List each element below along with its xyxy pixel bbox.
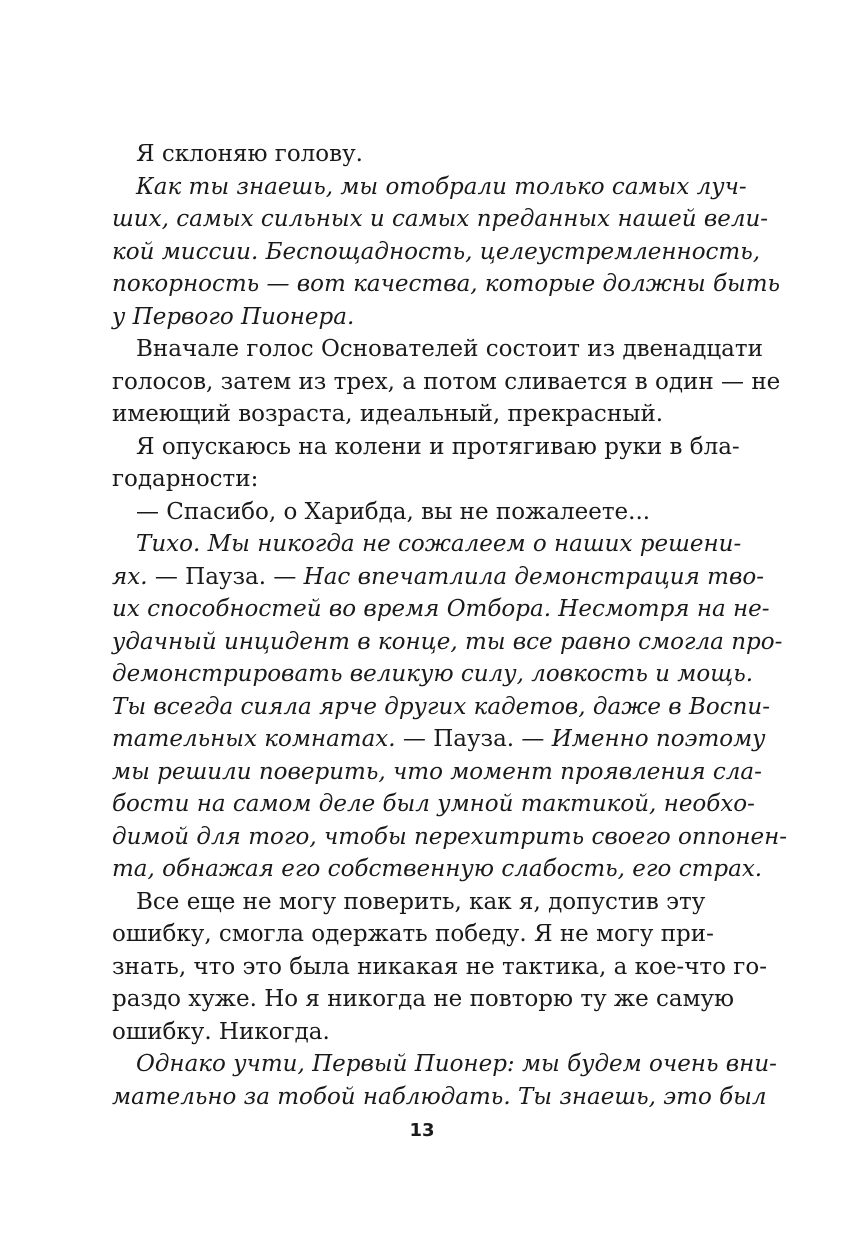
italic-segment: тательных комнатах. xyxy=(112,726,396,752)
text-line xyxy=(112,236,761,269)
text-line xyxy=(112,951,767,984)
italic-segment: димой для того, чтобы перехитрить своего оппонен- xyxy=(112,823,788,850)
italic-segment: Однако учти, Первый Пионер: мы будем очень вни- xyxy=(136,1051,777,1077)
text-line xyxy=(112,1016,692,1049)
text-segment: Я опускаюсь на колени и протягиваю руки в бла- xyxy=(136,433,740,460)
text-line xyxy=(112,463,692,496)
text-segment: раздо хуже. Но я никогда не повторю ту же самую xyxy=(112,986,735,1012)
italic-segment: Нас впечатлила демонстрация тво- xyxy=(303,563,764,590)
italic-segment: удачный инцидент в конце, ты все равно смогла про- xyxy=(112,628,783,655)
italic-segment: мательно за тобой наблюдать. Ты знаешь, это был xyxy=(112,1083,767,1110)
paragraph xyxy=(112,333,781,431)
italic-segment: мы решили поверить, что момент проявления сла- xyxy=(112,758,762,785)
text-line xyxy=(112,756,762,789)
text-line xyxy=(112,723,766,756)
text-segment: Все еще не могу поверить, как я, допустив эту xyxy=(136,888,706,915)
paragraph xyxy=(112,171,781,334)
paragraph xyxy=(112,138,692,171)
text-line xyxy=(112,398,692,431)
text-line xyxy=(112,1081,767,1114)
text-segment: — Спасибо, о Харибда, вы не пожалеете... xyxy=(136,498,651,525)
text-line xyxy=(112,886,706,919)
text-line xyxy=(112,658,754,691)
text-line xyxy=(112,918,714,951)
text-line xyxy=(112,138,692,171)
italic-segment: их способностей во время Отбора. Несмотря на не- xyxy=(112,596,770,622)
italic-segment: покорность — вот качества, которые должны быть xyxy=(112,271,781,297)
italic-segment: Тихо. Мы никогда не сожалеем о наших решени- xyxy=(136,531,742,557)
paragraph xyxy=(112,496,692,529)
text-line xyxy=(112,301,692,334)
page-number: 13 xyxy=(409,1120,435,1141)
text-segment: знать, что это была никакая не тактика, а кое-что го- xyxy=(112,953,767,980)
text-line xyxy=(112,203,769,236)
text-segment: годарности: xyxy=(112,466,259,492)
text-line xyxy=(112,528,742,561)
text-line xyxy=(112,268,781,301)
italic-segment: Именно поэтому xyxy=(551,726,766,752)
text-line xyxy=(112,626,783,659)
italic-segment: Как ты знаешь, мы отобрали только самых луч- xyxy=(136,173,747,200)
italic-segment: у Первого Пионера. xyxy=(112,303,355,330)
paragraph xyxy=(112,528,788,886)
text-line xyxy=(112,853,763,886)
paragraph xyxy=(112,1048,777,1113)
body-text xyxy=(112,138,788,1113)
italic-segment: та, обнажая его собственную слабость, его страх. xyxy=(112,856,763,882)
text-line xyxy=(112,171,747,204)
text-line xyxy=(112,1048,777,1081)
text-line xyxy=(112,431,740,464)
text-line xyxy=(112,366,781,399)
text-segment: Вначале голос Основателей состоит из двенадцати xyxy=(136,336,763,362)
paragraph xyxy=(112,431,740,496)
italic-segment: бости на самом деле был умной тактикой, необхо- xyxy=(112,791,755,817)
text-line xyxy=(112,561,764,594)
text-segment: ошибку, смогла одержать победу. Я не могу при- xyxy=(112,921,714,947)
text-line xyxy=(112,821,788,854)
text-segment: — Пауза. — xyxy=(147,563,304,590)
italic-segment: кой миссии. Беспощадность, целеустремленность, xyxy=(112,238,761,265)
text-segment: голосов, затем из трех, а потом сливается в один — не xyxy=(112,368,781,395)
italic-segment: ших, самых сильных и самых преданных нашей вели- xyxy=(112,206,769,232)
italic-segment: демонстрировать великую силу, ловкость и мощь. xyxy=(112,661,754,687)
text-segment: имеющий возраста, идеальный, прекрасный. xyxy=(112,401,664,427)
text-line xyxy=(112,983,735,1016)
text-line xyxy=(112,333,763,366)
text-line xyxy=(112,593,770,626)
paragraph xyxy=(112,886,767,1049)
italic-segment: Ты всегда сияла ярче других кадетов, даже в Воспи- xyxy=(112,693,771,720)
text-segment: ошибку. Никогда. xyxy=(112,1018,330,1045)
text-segment: — Пауза. — xyxy=(395,726,552,752)
text-line xyxy=(112,788,755,821)
text-line xyxy=(112,691,771,724)
italic-segment: ях. xyxy=(112,563,148,590)
text-segment: Я склоняю голову. xyxy=(136,141,363,167)
text-line xyxy=(112,496,692,529)
